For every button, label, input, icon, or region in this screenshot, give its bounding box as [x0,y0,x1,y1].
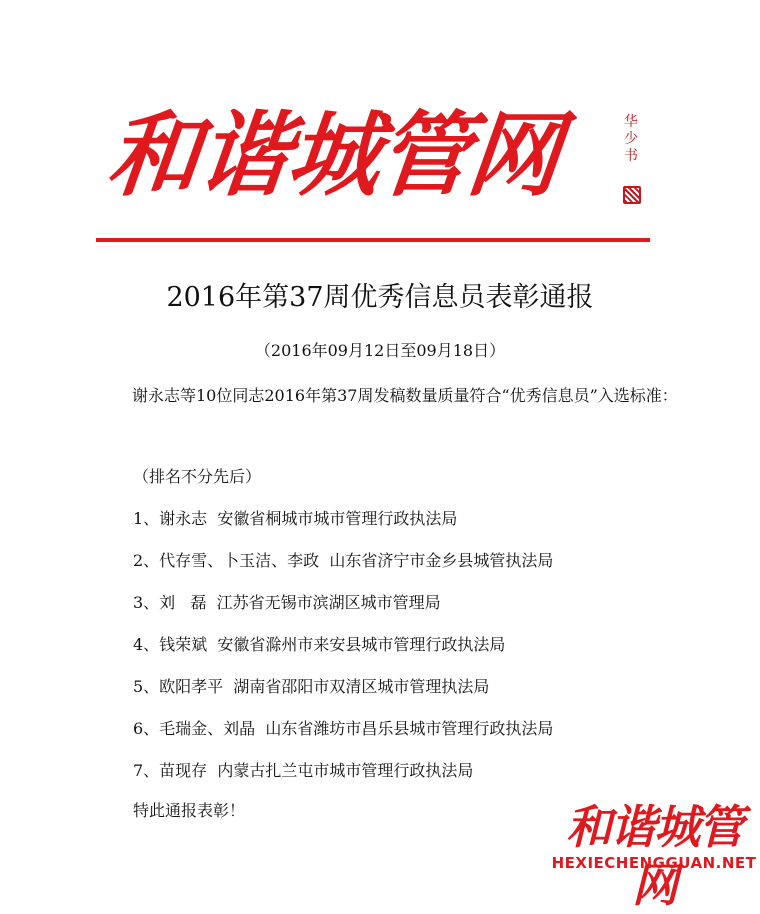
closing-statement: 特此通报表彰！ [133,801,246,820]
watermark-domain: HEXIECHENGGUAN.NET [551,854,757,872]
seal-stamp-icon [623,186,641,204]
date-range: （2016年09月12日至09月18日） [254,341,506,360]
calligrapher-signature: 华少书 [624,114,638,164]
honoree-item: 2、代存雪、卜玉洁、李政 山东省济宁市金乡县城管执法局 [133,551,554,570]
order-note: （排名不分先后） [133,467,262,486]
watermark-logo [548,798,760,912]
honoree-item: 7、苗现存 内蒙古扎兰屯市城市管理行政执法局 [133,761,474,780]
honoree-item: 1、谢永志 安徽省桐城市城市管理行政执法局 [133,509,458,528]
honoree-item: 5、欧阳孝平 湖南省邵阳市双清区城市管理执法局 [133,677,490,696]
intro-paragraph: 谢永志等10位同志2016年第37周发稿数量质量符合“优秀信息员”入选标准： [132,386,678,405]
masthead-logo [96,92,656,242]
honoree-item: 6、毛瑞金、刘晶 山东省潍坊市昌乐县城市管理行政执法局 [133,719,554,738]
honoree-item: 3、刘 磊 江苏省无锡市滨湖区城市管理局 [133,593,441,612]
document-title: 2016年第37周优秀信息员表彰通报 [166,282,594,313]
honoree-item: 4、钱荣斌 安徽省滁州市来安县城市管理行政执法局 [133,635,506,654]
masthead-brand: 和谐城管网 [102,101,564,209]
masthead-divider [96,238,650,242]
watermark-brand: 和谐城管网 [566,800,742,912]
